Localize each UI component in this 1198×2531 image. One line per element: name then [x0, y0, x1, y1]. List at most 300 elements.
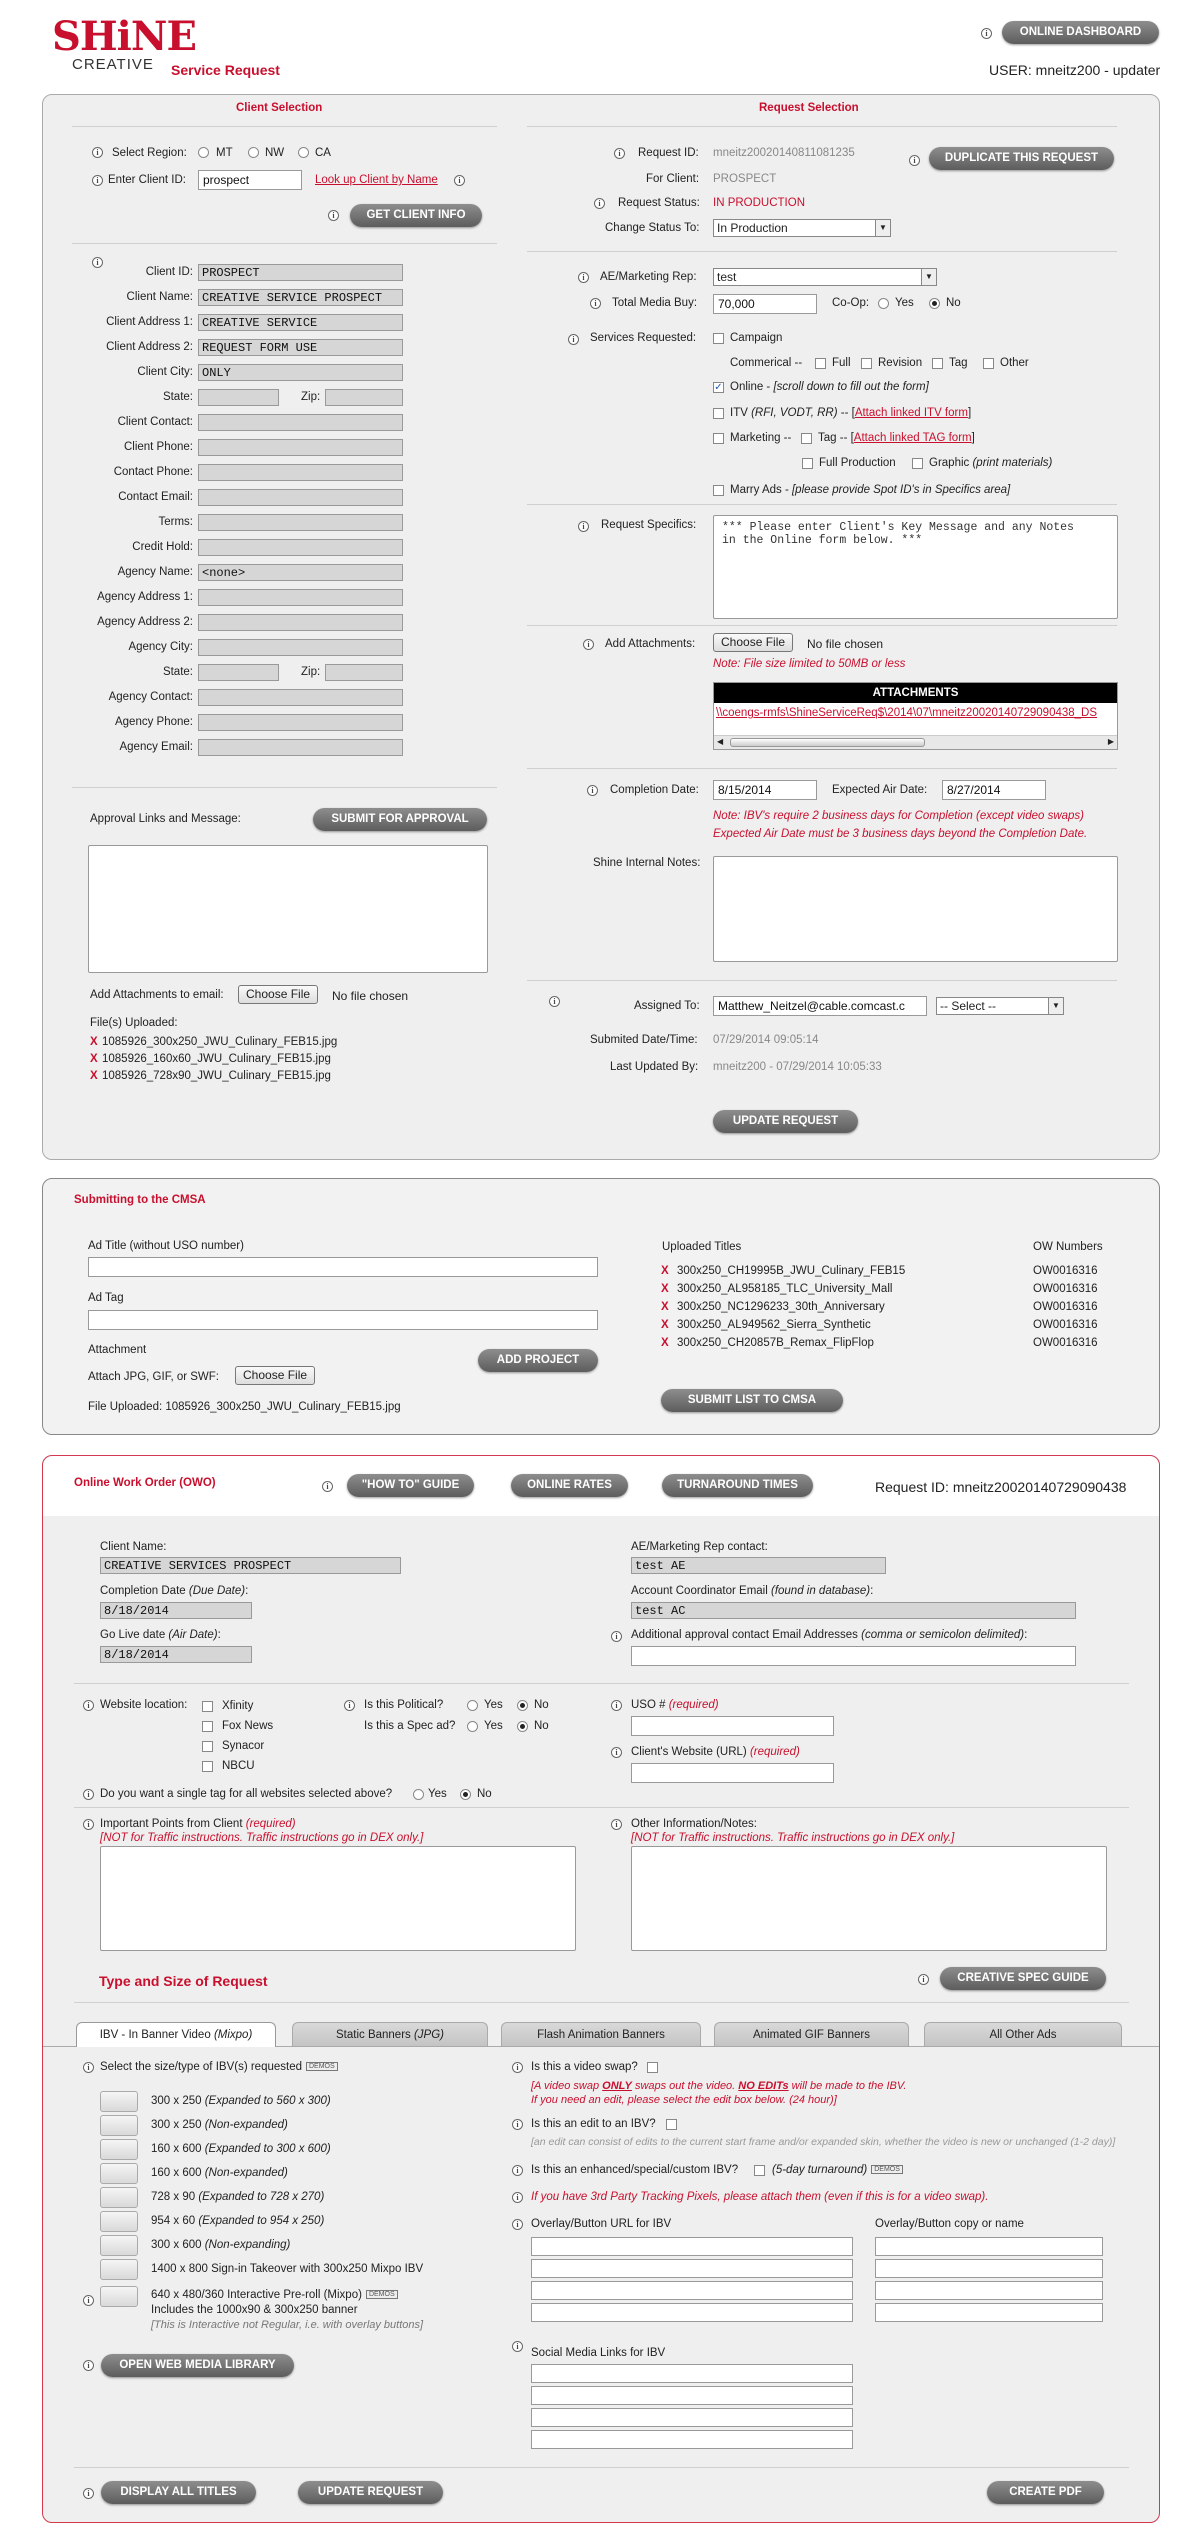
other-info-label: Other Information/Notes: [631, 1818, 757, 1830]
change-status-select[interactable] [713, 219, 891, 237]
political-label: Is this Political? [364, 1699, 444, 1711]
overlay-copy-input[interactable] [875, 2281, 1103, 2300]
not-traffic-note: [NOT for Traffic instructions. Traffic instructions go in DEX only.] [631, 1832, 955, 1844]
tag-form-link[interactable]: Attach linked TAG form [853, 432, 972, 444]
field-label: Agency City: [128, 641, 193, 653]
ibv-size-text: 160 x 600 [151, 2143, 205, 2155]
zip-field [325, 389, 403, 406]
website-label: Fox News [222, 1720, 274, 1732]
ibv-size-note: (Non-expanded) [204, 2167, 288, 2179]
spec-no-label: No [534, 1720, 549, 1732]
ibv-size-text: 300 x 600 [151, 2239, 205, 2251]
add-attachments-email-label: Add Attachments to email: [90, 989, 224, 1001]
other-label: Other [1000, 357, 1029, 369]
submit-approval-button[interactable]: SUBMIT FOR APPROVAL [313, 808, 487, 831]
enhanced-note-text: (5-day turnaround) [772, 2164, 868, 2176]
request-selection-title: Request Selection [759, 102, 859, 114]
field-label: Client City: [137, 366, 193, 378]
marketing-tag-label [818, 432, 975, 444]
divider [527, 625, 1117, 626]
ibv-size-label [151, 2095, 331, 2107]
info-icon[interactable]: i [512, 2165, 523, 2176]
political-yes-label: Yes [484, 1699, 503, 1711]
ae-contact-label: AE/Marketing Rep contact: [631, 1541, 768, 1553]
acct-coord-field: test AC [631, 1602, 1076, 1619]
horizontal-scrollbar[interactable] [714, 735, 1117, 749]
remove-title-icon[interactable]: X [661, 1301, 669, 1313]
files-uploaded-label: File(s) Uploaded: [90, 1017, 178, 1029]
logo-text: SHiNE [52, 13, 196, 60]
ibv-size-note: (Expanded to 300 x 600) [204, 2143, 331, 2155]
ibv-size-button[interactable] [100, 2187, 138, 2208]
ibv-size-button[interactable] [100, 2211, 138, 2232]
field-value: CREATIVE SERVICE [198, 314, 403, 331]
website-label: Xfinity [222, 1700, 254, 1712]
website-checkbox[interactable] [202, 1741, 213, 1752]
remove-title-icon[interactable]: X [661, 1337, 669, 1349]
info-icon[interactable]: i [549, 996, 560, 1007]
spec-yes-label: Yes [484, 1720, 503, 1732]
info-icon[interactable]: i [83, 2295, 94, 2306]
field-label: Agency Phone: [114, 716, 193, 728]
remove-title-icon[interactable]: X [661, 1319, 669, 1331]
social-link-input[interactable] [531, 2430, 853, 2449]
marry-ads-label [730, 484, 1010, 496]
tab-ibv-label: IBV - In Banner Video [99, 2029, 214, 2041]
internal-notes-textarea[interactable] [713, 856, 1118, 962]
divider [74, 1683, 1129, 1684]
field-value [198, 514, 403, 531]
add-attachments-label: Add Attachments: [605, 638, 696, 650]
media-buy-input[interactable]: 70,000 [713, 294, 817, 314]
uploaded-file-name: 1085926_728x90_JWU_Culinary_FEB15.jpg [102, 1070, 331, 1082]
request-id-label: Request ID: [638, 147, 699, 159]
client-url-input[interactable] [631, 1763, 834, 1783]
specifics-label: Request Specifics: [601, 519, 697, 531]
update-request-button[interactable]: UPDATE REQUEST [713, 1110, 858, 1133]
select-size-label [100, 2061, 338, 2073]
remove-file-icon[interactable]: X [90, 1070, 98, 1082]
ibv-size-text: 300 x 250 [151, 2119, 205, 2131]
social-media-label: Social Media Links for IBV [531, 2347, 666, 2359]
political-no-radio[interactable] [517, 1700, 528, 1711]
edit-note: [an edit can consist of edits to the current start frame and/or expanded skin, whether the video is new or unchanged (1-2 day)] [531, 2136, 1116, 2148]
overlay-url-label: Overlay/Button URL for IBV [531, 2218, 672, 2230]
info-icon[interactable]: i [512, 2219, 523, 2230]
info-icon[interactable]: i [512, 2119, 523, 2130]
services-label: Services Requested: [590, 332, 697, 344]
state-label: State: [162, 391, 193, 403]
for-client-value: PROSPECT [713, 173, 777, 185]
full-label: Full [832, 357, 851, 369]
itv-text: ITV [730, 407, 752, 419]
submitted-value: 07/29/2014 09:05:14 [713, 1034, 819, 1046]
swap-only: ONLY [602, 2080, 632, 2092]
logo [52, 13, 196, 78]
file-size-note: Note: File size limited to 50MB or less [713, 658, 906, 670]
ibv-size-text: 954 x 60 [151, 2215, 199, 2227]
info-icon[interactable]: i [981, 28, 992, 39]
info-icon[interactable]: i [83, 1789, 94, 1800]
change-status-label: Change Status To: [605, 222, 700, 234]
lookup-client-link[interactable]: Look up Client by Name [315, 174, 438, 186]
uso-required: (required) [668, 1699, 719, 1711]
info-icon[interactable]: i [594, 198, 605, 209]
tab-static-label: Static Banners [335, 2029, 414, 2041]
other-checkbox[interactable] [983, 358, 994, 369]
info-icon[interactable]: i [328, 210, 339, 221]
single-tag-no-radio[interactable] [460, 1789, 471, 1800]
info-icon[interactable]: i [92, 175, 103, 186]
not-traffic-note: [NOT for Traffic instructions. Traffic instructions go in DEX only.] [100, 1832, 424, 1844]
assigned-to-input[interactable]: Matthew_Neitzel@cable.comcast.c [713, 996, 927, 1016]
tab-other-ads[interactable] [924, 2022, 1122, 2046]
client-selection-title: Client Selection [236, 102, 323, 114]
scroll-left-icon[interactable]: ◀ [717, 737, 724, 746]
ibv-size-button[interactable] [100, 2235, 138, 2256]
field-value [198, 614, 403, 631]
info-icon[interactable]: i [587, 785, 598, 796]
uploaded-title-name: 300x250_CH20857B_Remax_FlipFlop [677, 1337, 874, 1349]
marry-ads-checkbox[interactable] [713, 485, 724, 496]
website-checkbox[interactable] [202, 1761, 213, 1772]
social-link-input[interactable] [531, 2386, 853, 2405]
info-icon[interactable]: i [83, 2488, 94, 2499]
online-rates-button[interactable]: ONLINE RATES [511, 1474, 628, 1497]
campaign-checkbox[interactable] [713, 333, 724, 344]
video-swap-checkbox[interactable] [647, 2062, 658, 2073]
ow-number: OW0016316 [1033, 1301, 1098, 1313]
info-icon[interactable]: i [918, 1974, 929, 1985]
updated-value: mneitz200 - 07/29/2014 10:05:33 [713, 1061, 882, 1073]
info-icon[interactable]: i [83, 1819, 94, 1830]
info-icon[interactable]: i [83, 2062, 94, 2073]
turnaround-times-button[interactable]: TURNAROUND TIMES [662, 1474, 813, 1497]
choose-file-button[interactable]: Choose File [713, 633, 793, 652]
divider [527, 251, 1117, 252]
info-icon[interactable]: i [322, 1481, 333, 1492]
add-project-button[interactable]: ADD PROJECT [478, 1349, 598, 1372]
info-icon[interactable]: i [92, 147, 103, 158]
scroll-thumb[interactable] [730, 738, 925, 747]
field-value [198, 414, 403, 431]
ibv-size-note: (Expanded to 954 x 250) [198, 2215, 325, 2227]
website-checkbox[interactable] [202, 1721, 213, 1732]
go-live-label [100, 1629, 221, 1641]
overlay-url-input[interactable] [531, 2237, 853, 2256]
demos-badge[interactable]: DEMOS [871, 2165, 903, 2174]
remove-title-icon[interactable]: X [661, 1265, 669, 1277]
overlay-url-input[interactable] [531, 2281, 853, 2300]
field-label: Client Address 1: [106, 316, 193, 328]
demos-badge[interactable]: DEMOS [306, 2062, 338, 2071]
divider [74, 2002, 1129, 2003]
swap-no-edits: NO EDITs [738, 2080, 789, 2092]
submitted-label: Submited Date/Time: [590, 1034, 698, 1046]
expected-air-input[interactable]: 8/27/2014 [942, 780, 1046, 800]
info-icon[interactable]: i [344, 1700, 355, 1711]
ibv-size-button[interactable] [100, 2115, 138, 2136]
important-points-textarea[interactable] [100, 1846, 576, 1951]
coop-label: Co-Op: [832, 297, 870, 309]
ae-rep-label: AE/Marketing Rep: [600, 271, 697, 283]
coop-no-radio[interactable] [929, 298, 940, 309]
graphic-text: Graphic [929, 457, 973, 469]
info-icon[interactable]: i [909, 155, 920, 166]
file-uploaded-label: File Uploaded: 1085926_300x250_JWU_Culinary_FEB15.jpg [88, 1401, 401, 1413]
info-icon[interactable]: i [578, 272, 589, 283]
acct-coord-text: Account Coordinator Email [631, 1585, 771, 1597]
full-checkbox[interactable] [815, 358, 826, 369]
info-icon[interactable]: i [614, 148, 625, 159]
owo-request-id: Request ID: mneitz20020140729090438 [875, 1479, 1127, 1495]
get-client-info-button[interactable]: GET CLIENT INFO [350, 204, 482, 227]
marketing-checkbox[interactable] [713, 433, 724, 444]
tab-ibv-note: (Mixpo) [213, 2029, 253, 2041]
scroll-right-icon[interactable]: ▶ [1107, 737, 1114, 746]
ibv-size-label [151, 2263, 423, 2275]
full-production-checkbox[interactable] [802, 458, 813, 469]
ibv-size-note: (Expanded to 728 x 270) [198, 2191, 325, 2203]
client-name-field: CREATIVE SERVICES PROSPECT [100, 1557, 401, 1574]
info-icon[interactable]: i [454, 175, 465, 186]
ibv-size-text: 300 x 250 [151, 2095, 205, 2107]
state-label: State: [162, 666, 193, 678]
info-icon[interactable]: i [611, 1631, 622, 1642]
tab-static-banners[interactable] [292, 2022, 488, 2046]
single-tag-yes-radio[interactable] [413, 1789, 424, 1800]
field-value [198, 489, 403, 506]
tag-checkbox[interactable] [932, 358, 943, 369]
info-icon[interactable]: i [83, 2360, 94, 2371]
tracking-note: If you have 3rd Party Tracking Pixels, please attach them (even if this is for a video swap). [531, 2191, 989, 2203]
internal-notes-label: Shine Internal Notes: [593, 857, 701, 869]
remove-title-icon[interactable]: X [661, 1283, 669, 1295]
tab-flash-banners[interactable] [501, 2022, 701, 2046]
approval-label: Approval Links and Message: [90, 813, 241, 825]
open-web-media-library-button[interactable]: OPEN WEB MEDIA LIBRARY [101, 2354, 294, 2377]
tab-gif-label: Animated GIF Banners [753, 2029, 870, 2041]
chevron-down-icon: ▼ [1048, 998, 1063, 1014]
info-icon[interactable]: i [590, 298, 601, 309]
uso-label [631, 1699, 719, 1711]
zip-label: Zip: [301, 391, 321, 403]
online-checkbox[interactable]: ✓ [714, 382, 723, 393]
duplicate-request-button[interactable]: DUPLICATE THIS REQUEST [929, 147, 1114, 170]
client-id-input[interactable]: prospect [198, 170, 302, 190]
completion-due-text: Completion Date [100, 1585, 189, 1597]
ibv-size-button[interactable] [100, 2091, 138, 2112]
tab-ibv[interactable] [76, 2022, 276, 2047]
attachments-header: ATTACHMENTS [714, 683, 1117, 703]
choose-file-button[interactable]: Choose File [238, 985, 318, 1004]
marketing-tag-checkbox[interactable] [801, 433, 812, 444]
request-id-value: mneitz20020140811081235 [713, 147, 855, 159]
itv-checkbox[interactable] [713, 408, 724, 419]
ae-rep-value: test [717, 270, 737, 284]
tag-label: Tag [949, 357, 968, 369]
social-link-input[interactable] [531, 2364, 853, 2383]
submit-cmsa-button[interactable]: SUBMIT LIST TO CMSA [661, 1389, 843, 1412]
social-link-input[interactable] [531, 2408, 853, 2427]
coop-yes-radio[interactable] [878, 298, 889, 309]
demos-badge[interactable]: DEMOS [366, 2290, 398, 2299]
tab-gif-banners[interactable] [714, 2022, 909, 2046]
region-nw-label: NW [265, 147, 285, 159]
assigned-to-label: Assigned To: [634, 1000, 700, 1012]
acct-coord-colon: : [870, 1585, 874, 1597]
how-to-guide-button[interactable]: "HOW TO" GUIDE [347, 1474, 474, 1497]
no-file-label: No file chosen [807, 637, 884, 651]
field-label: Credit Hold: [132, 541, 193, 553]
zip-field [325, 664, 403, 681]
cmsa-title: Submitting to the CMSA [74, 1194, 206, 1206]
completion-due-label [100, 1585, 248, 1597]
state-field [198, 389, 279, 406]
ibv-size-button[interactable] [100, 2259, 138, 2280]
info-icon[interactable]: i [611, 1700, 622, 1711]
region-ca-radio[interactable] [298, 147, 309, 158]
full-production-label: Full Production [819, 457, 896, 469]
info-icon[interactable]: i [568, 334, 579, 345]
field-value: <none> [198, 564, 403, 581]
completion-date-input[interactable]: 8/15/2014 [713, 780, 817, 800]
spec-no-radio[interactable] [517, 1721, 528, 1732]
go-live-text: Go Live date [100, 1629, 169, 1641]
online-text: Online - [730, 381, 774, 393]
ow-number: OW0016316 [1033, 1337, 1098, 1349]
remove-file-icon[interactable]: X [90, 1053, 98, 1065]
ae-rep-select[interactable] [713, 268, 937, 286]
update-request-button[interactable]: UPDATE REQUEST [298, 2481, 443, 2504]
ow-number: OW0016316 [1033, 1265, 1098, 1277]
preroll-size-button[interactable] [100, 2286, 138, 2307]
completion-note: Note: IBV's require 2 business days for Completion (except video swaps) [713, 810, 1085, 822]
specifics-textarea[interactable]: *** Please enter Client's Key Message and any Notes in the Online form below. *** [713, 515, 1118, 619]
uploaded-title-name: 300x250_AL949562_Sierra_Synthetic [677, 1319, 871, 1331]
field-value [198, 639, 403, 656]
enter-client-label: Enter Client ID: [108, 174, 186, 186]
single-tag-yes-label: Yes [428, 1788, 447, 1800]
political-yes-radio[interactable] [467, 1700, 478, 1711]
ibv-size-text: 160 x 600 [151, 2167, 205, 2179]
single-tag-question: Do you want a single tag for all websites selected above? [100, 1788, 393, 1800]
tab-flash-label: Flash Animation Banners [537, 2029, 665, 2041]
important-points-text: Important Points from Client [100, 1818, 246, 1830]
ibv-size-note: (Expanded to 560 x 300) [204, 2095, 331, 2107]
info-icon[interactable]: i [611, 1747, 622, 1758]
choose-file-button[interactable]: Choose File [235, 1366, 315, 1385]
uploaded-title-name: 300x250_CH19995B_JWU_Culinary_FEB15 [677, 1265, 906, 1277]
divider [527, 980, 1117, 981]
swap-note-c: will be made to the IBV. [788, 2080, 907, 2092]
enhanced-checkbox[interactable] [754, 2165, 765, 2176]
overlay-copy-input[interactable] [875, 2237, 1103, 2256]
overlay-copy-input[interactable] [875, 2303, 1103, 2322]
remove-file-icon[interactable]: X [90, 1036, 98, 1048]
video-swap-note-2: If you need an edit, please select the edit box below. (24 hour)] [531, 2094, 837, 2106]
uso-text: USO # [631, 1699, 669, 1711]
info-icon[interactable]: i [92, 257, 103, 268]
chevron-down-icon: ▼ [875, 220, 890, 236]
info-icon[interactable]: i [578, 521, 589, 532]
region-mt-label: MT [216, 147, 233, 159]
overlay-copy-input[interactable] [875, 2259, 1103, 2278]
field-label: Client ID: [145, 266, 193, 278]
overlay-url-input[interactable] [531, 2303, 853, 2322]
field-label: Agency Name: [117, 566, 193, 578]
itv-form-link[interactable]: Attach linked ITV form [854, 407, 968, 419]
creative-spec-guide-button[interactable]: CREATIVE SPEC GUIDE [940, 1967, 1106, 1990]
important-points-label [100, 1818, 296, 1830]
preroll-label [151, 2289, 398, 2301]
ad-tag-input[interactable] [88, 1310, 598, 1330]
go-live-note: (Air Date) [168, 1629, 218, 1641]
commercial-label: Commerical -- [730, 357, 803, 369]
info-icon[interactable]: i [512, 2062, 523, 2073]
ibv-size-button[interactable] [100, 2163, 138, 2184]
field-value: PROSPECT [198, 264, 403, 281]
uso-input[interactable] [631, 1716, 834, 1736]
field-value: ONLY [198, 364, 403, 381]
swap-note-b: swaps out the video. [631, 2080, 739, 2092]
go-live-field: 8/18/2014 [100, 1646, 252, 1663]
website-label: NBCU [222, 1760, 255, 1772]
ow-number: OW0016316 [1033, 1283, 1098, 1295]
graphic-checkbox[interactable] [912, 458, 923, 469]
edit-checkbox[interactable] [666, 2119, 677, 2130]
info-icon[interactable]: i [611, 1819, 622, 1830]
other-info-textarea[interactable] [631, 1846, 1107, 1951]
field-label: Agency Email: [119, 741, 193, 753]
zip-label: Zip: [301, 666, 321, 678]
ad-title-input[interactable] [88, 1257, 598, 1277]
approval-message-textarea[interactable] [88, 845, 488, 973]
region-mt-radio[interactable] [198, 147, 209, 158]
field-label: Client Name: [126, 291, 193, 303]
user-label: USER: mneitz200 - updater [989, 62, 1161, 78]
additional-contacts-input[interactable] [631, 1646, 1076, 1666]
divider [527, 768, 1117, 769]
ibv-size-button[interactable] [100, 2139, 138, 2160]
go-live-colon: : [217, 1629, 221, 1641]
field-label: Agency Address 2: [97, 616, 193, 628]
divider [527, 504, 1117, 505]
revision-checkbox[interactable] [861, 358, 872, 369]
edit-question: Is this an edit to an IBV? [531, 2118, 656, 2130]
create-pdf-button[interactable]: CREATE PDF [987, 2481, 1104, 2504]
display-all-titles-button[interactable]: DISPLAY ALL TITLES [101, 2481, 256, 2504]
overlay-copy-label: Overlay/Button copy or name [875, 2218, 1024, 2230]
itv-close: ] [967, 407, 972, 419]
info-icon[interactable]: i [583, 639, 594, 650]
spec-yes-radio[interactable] [467, 1721, 478, 1732]
website-checkbox[interactable] [202, 1701, 213, 1712]
divider [72, 243, 497, 244]
attachment-path-link[interactable]: \\coengs-rmfs\ShineServiceReq$\2014\07\mneitz20020140729090438_DS [716, 707, 1098, 719]
state-field [198, 664, 279, 681]
online-dashboard-button[interactable]: ONLINE DASHBOARD [1002, 21, 1159, 44]
overlay-url-input[interactable] [531, 2259, 853, 2278]
info-icon[interactable]: i [512, 2341, 523, 2352]
info-icon[interactable]: i [83, 1700, 94, 1711]
online-note: [scroll down to fill out the form] [773, 381, 929, 393]
field-value [198, 739, 403, 756]
political-no-label: No [534, 1699, 549, 1711]
region-nw-radio[interactable] [248, 147, 259, 158]
info-icon[interactable]: i [512, 2192, 523, 2203]
assigned-select[interactable] [936, 997, 1064, 1015]
